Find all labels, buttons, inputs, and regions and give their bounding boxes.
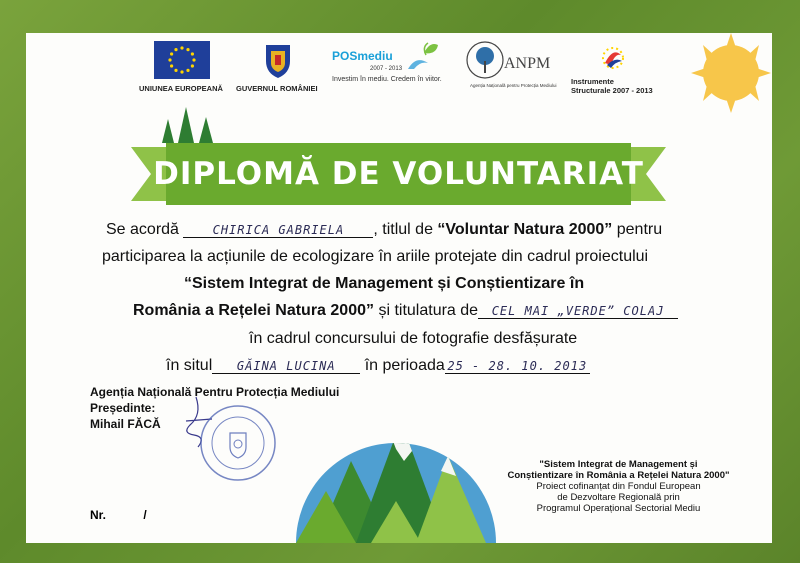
posmediu-logo [332,47,452,97]
structural-caption-1: Instrumente [571,77,614,86]
volunteer-title: “Voluntar Natura 2000” [437,221,613,238]
period-value: 25 - 28. 10. 2013 [445,359,590,374]
for-text: pentru [612,221,663,238]
project-footer [496,459,741,514]
project-footer-line-4: de Dezvoltare Regională prin [557,492,680,503]
grant-text: Se acordă [106,221,179,238]
line-3 [184,275,584,293]
registration-number [90,508,147,522]
eu-flag-icon [154,41,210,79]
participation-text: participarea la acțiunile de ecologizare în ariile protejate din cadrul proiectului [102,248,649,265]
line-1 [106,221,662,239]
titulature-text: și titulatura de [374,302,479,319]
romania-coat-of-arms-icon [263,41,293,79]
site-name: GĂINA LUCINA [212,359,360,374]
site-label: în situl [166,357,213,374]
diploma-title: DIPLOMĂ DE VOLUNTARIAT [153,156,644,192]
nr-separator: / [143,508,147,522]
title-banner [131,143,666,205]
line-6 [166,357,590,375]
president-name: Mihail FĂCĂ [90,417,161,431]
eu-caption: UNIUNEA EUROPEANĂ [139,84,223,93]
posmediu-name: POSmediu [332,49,393,63]
structural-caption-2: Structurale 2007 - 2013 [571,86,653,95]
president-role: Președinte: [90,401,156,415]
line-4 [133,302,678,320]
anpm-caption: Agenția Națională pentru Protecția Mediului [470,83,557,88]
mountains-landscape [296,421,496,543]
project-footer-line-1: "Sistem Integrat de Management și [539,459,698,470]
tree-globe-icon [464,39,506,81]
line-2 [102,248,648,266]
project-footer-line-3: Proiect cofinanțat din Fondul European [536,481,701,492]
line-5 [249,330,577,348]
project-footer-line-5: Programul Operațional Sectorial Mediu [536,503,701,514]
agency-name: Agenția Națională Pentru Protecția Mediului [90,385,340,399]
leaf-hands-icon [402,41,442,73]
nr-label: Nr. [90,508,107,522]
government-caption: GUVERNUL ROMÂNIEI [236,84,318,93]
contest-text: în cadrul concursului de fotografie desfășurate [249,330,578,347]
posmediu-years: 2007 - 2013 [370,66,403,72]
project-name-part-1: “Sistem Integrat de Management și Conștientizare în [184,275,585,292]
anpm-name: ANPM [504,55,551,72]
award-title: CEL MAI „VERDE” COLAJ [478,304,678,319]
logos-row [26,33,772,103]
period-label: în perioada [364,357,445,374]
project-name-part-2: România a Rețelei Natura 2000” [133,302,374,319]
title-of-text: , titlul de [373,221,438,238]
diploma-paper [26,33,772,543]
official-stamp [198,403,278,483]
recipient-name: CHIRICA GABRIELA [183,223,373,238]
structural-instruments-icon [596,43,630,73]
posmediu-slogan: Investim în mediu. Credem în viitor. [332,76,442,83]
pine-trees-graphic [158,107,218,147]
project-footer-line-2: Conștientizare în România a Rețelei Natura 2000" [507,470,730,481]
anpm-logo [464,39,560,95]
